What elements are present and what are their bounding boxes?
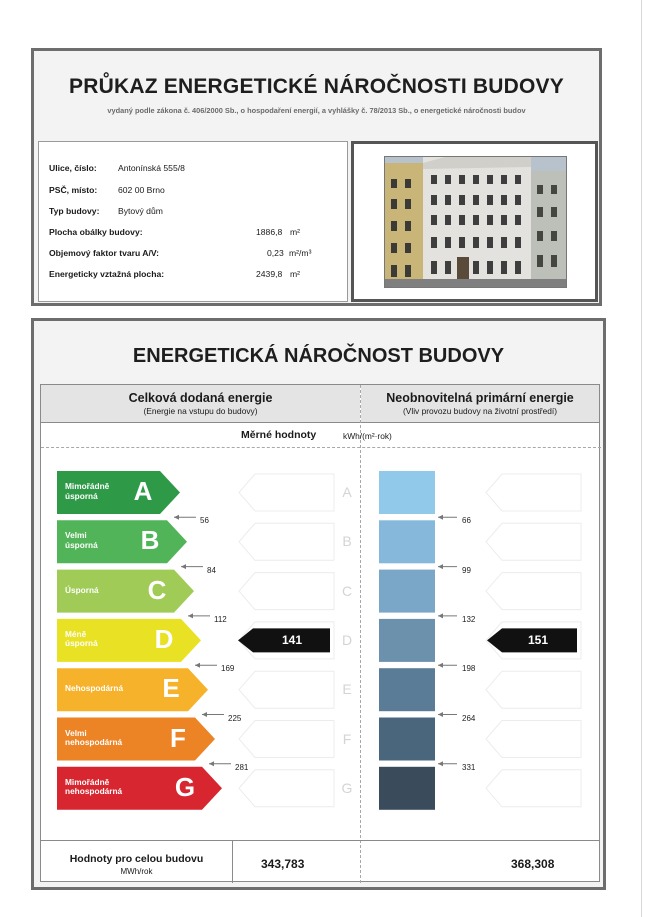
ghost-letter-g: G (341, 779, 353, 796)
footer-divider (232, 841, 233, 883)
primary-bar-c (379, 570, 435, 613)
info-label: PSČ, místo: (49, 185, 98, 195)
class-name-e: Nehospodárná (65, 683, 124, 694)
primary-energy-subtitle: (Vliv provozu budovy na životní prostředí) (402, 406, 558, 416)
whole-building-primary-value: 368,308 (511, 857, 555, 871)
primary-limit-arrowhead (438, 712, 443, 717)
class-letter-g: G (174, 771, 196, 802)
primary-limit-arrowhead (438, 663, 443, 668)
delivered-limit-label: 112 (214, 614, 227, 624)
delivered-energy-title: Celková dodaná energie (128, 391, 273, 405)
primary-ghost-arrow-g (486, 770, 581, 807)
primary-limit-label: 66 (462, 516, 471, 526)
building-photo (384, 156, 567, 288)
primary-ghost-arrow-a (486, 474, 581, 511)
class-letter-a: A (133, 476, 153, 506)
energy-label-title: ENERGETICKÁ NÁROČNOST BUDOVY (132, 345, 505, 367)
info-label: Typ budovy: (49, 206, 100, 216)
primary-limit-label: 198 (462, 664, 476, 674)
specific-values-unit: kWh/(m²·rok) (343, 431, 392, 441)
class-name-d: Méně úsporná (65, 628, 98, 649)
info-value: 2439,8 (256, 269, 283, 279)
info-label: Objemový faktor tvaru A/V: (49, 248, 159, 258)
delivered-limit-label: 281 (235, 762, 249, 772)
info-label: Energeticky vztažná plocha: (49, 269, 165, 279)
ghost-arrow-f (239, 721, 334, 758)
delivered-limit-arrowhead (209, 761, 214, 766)
building-photo-frame (351, 141, 598, 302)
info-unit: m² (290, 269, 301, 279)
primary-energy-title: Neobnovitelná primární energie (386, 391, 574, 405)
primary-limit-arrowhead (438, 613, 443, 618)
class-letter-e: E (162, 673, 180, 704)
primary-limit-label: 132 (462, 614, 476, 624)
certificate-subtitle: vydaný podle zákona č. 406/2000 Sb., o hospodaření energií, a vyhlášky č. 78/2013 Sb., o energetické náročnosti budov (107, 106, 526, 115)
delivered-limit-arrowhead (202, 712, 207, 717)
primary-bar-g (379, 767, 435, 810)
primary-limit-arrowhead (438, 761, 443, 766)
delivered-limit-label: 56 (200, 516, 209, 526)
primary-limit-arrowhead (438, 564, 443, 569)
whole-building-delivered-value: 343,783 (261, 857, 305, 871)
ghost-arrow-a (239, 474, 334, 511)
building-info-box (38, 141, 348, 302)
info-unit: m² (290, 227, 301, 237)
certificate-header (31, 48, 602, 306)
info-value: 602 00 Brno (118, 185, 165, 195)
info-label: Ulice, číslo: (49, 163, 97, 173)
primary-ghost-arrow-f (486, 721, 581, 758)
primary-limit-label: 331 (462, 762, 476, 772)
class-name-f: Velmi nehospodárná (65, 727, 123, 747)
energy-label-panel (40, 384, 600, 882)
whole-building-label: Hodnoty pro celou budovu (69, 853, 204, 865)
class-letter-b: B (140, 525, 160, 556)
ghost-letter-b: B (342, 533, 352, 550)
certificate-title: PRŮKAZ ENERGETICKÉ NÁROČNOSTI BUDOVY (69, 75, 564, 98)
ghost-arrow-c (239, 573, 334, 610)
primary-ghost-arrow-c (486, 573, 581, 610)
primary-energy-value: 151 (527, 633, 549, 648)
ghost-arrow-b (239, 523, 334, 560)
info-unit: m²/m³ (289, 248, 312, 258)
specific-values-label: Měrné hodnoty (241, 429, 317, 441)
class-letter-d: D (154, 623, 174, 654)
class-name-a: Mimořádně úsporná (65, 481, 110, 501)
class-name-b: Velmi úsporná (65, 530, 98, 550)
delivered-limit-label: 169 (221, 664, 235, 674)
page-edge-line (641, 0, 642, 917)
class-letter-f: F (170, 722, 186, 753)
delivered-energy-value: 141 (281, 633, 303, 648)
delivered-energy-subtitle: (Energie na vstupu do budovy) (143, 406, 258, 416)
whole-building-values (41, 840, 599, 883)
ghost-arrow-e (239, 671, 334, 708)
primary-limit-label: 264 (462, 713, 476, 723)
primary-limit-label: 99 (462, 565, 471, 575)
primary-bar-e (379, 668, 435, 711)
ghost-letter-a: A (342, 484, 352, 500)
delivered-limit-label: 84 (207, 565, 216, 575)
info-value: 1886,8 (256, 227, 283, 237)
primary-bar-f (379, 718, 435, 761)
energy-class-graphics (41, 385, 599, 840)
info-value: 0,23 (267, 248, 284, 258)
ghost-letter-f: F (342, 730, 352, 747)
energy-label-section (31, 318, 606, 890)
primary-bar-d (379, 619, 435, 662)
whole-building-unit: MWh/rok (120, 867, 153, 876)
delivered-limit-arrowhead (181, 564, 186, 569)
info-label: Plocha obálky budovy: (49, 227, 143, 237)
primary-bar-b (379, 520, 435, 563)
class-name-c: Úsporná (65, 584, 99, 595)
class-letter-c: C (147, 574, 167, 605)
primary-bar-a (379, 471, 435, 514)
delivered-limit-label: 225 (228, 713, 242, 723)
ghost-letter-d: D (341, 631, 353, 648)
ghost-letter-c: C (341, 582, 353, 599)
primary-ghost-arrow-e (486, 671, 581, 708)
primary-ghost-arrow-b (486, 523, 581, 560)
ghost-arrow-g (239, 770, 334, 807)
delivered-limit-arrowhead (174, 515, 179, 520)
primary-limit-arrowhead (438, 515, 443, 520)
delivered-limit-arrowhead (195, 663, 200, 668)
class-name-g: Mimořádně nehospodárná (65, 776, 123, 797)
ghost-letter-e: E (342, 681, 352, 698)
info-value: Antonínská 555/8 (118, 163, 185, 173)
delivered-limit-arrowhead (188, 613, 193, 618)
info-value: Bytový dům (118, 206, 163, 216)
